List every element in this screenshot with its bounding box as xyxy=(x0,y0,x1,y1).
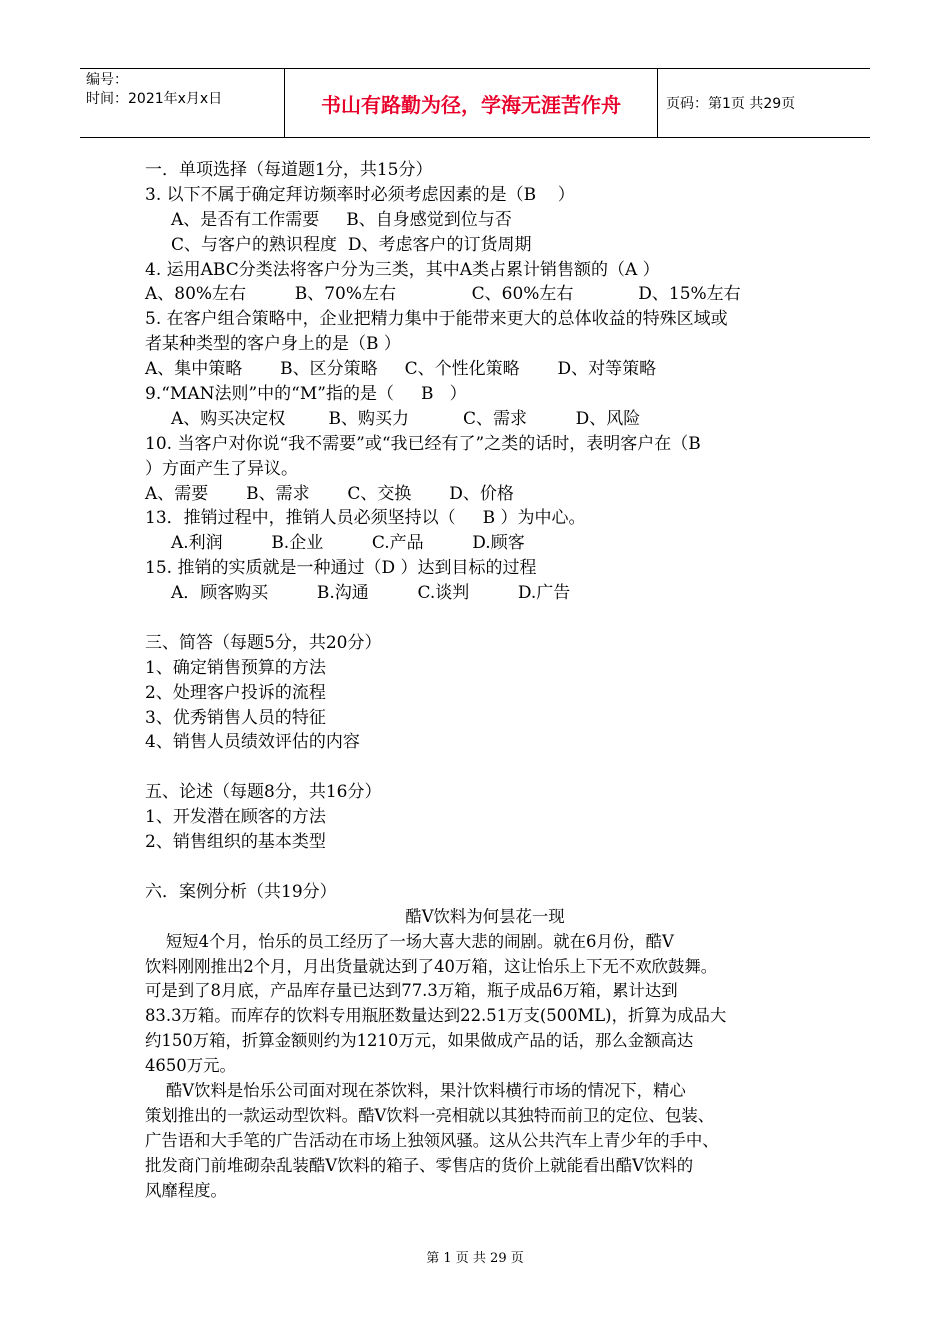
question-15-options: A．顾客购买 B.沟通 C.谈判 D.广告 xyxy=(171,583,571,604)
question-4-options: A、80%左右 B、70%左右 C、60%左右 D、15%左右 xyxy=(145,284,741,305)
page-info-text: 页码：第1页 共29页 xyxy=(666,96,796,112)
question-10-line-1: 10. 当客户对你说“我不需要”或“我已经有了”之类的话时，表明客户在（B xyxy=(145,433,701,454)
case-paragraph-line: 批发商门前堆砌杂乱装酷V饮料的箱子、零售店的货价上就能看出酷V饮料的 xyxy=(145,1155,694,1175)
page-footer xyxy=(0,1247,950,1266)
case-paragraph-line: 约150万箱，折算金额则约为1210万元，如果做成产品的话，那么金额高达 xyxy=(145,1031,694,1051)
question-9-options: A、购买决定权 B、购买力 C、需求 D、风险 xyxy=(171,408,641,429)
section-case-title: 六．案例分析（共19分） xyxy=(145,881,337,902)
essay-2: 2、销售组织的基本类型 xyxy=(145,832,326,853)
header-left-cell xyxy=(80,69,284,137)
essay-1: 1、开发潜在顾客的方法 xyxy=(145,807,326,828)
question-3: 3. 以下不属于确定拜访频率时必须考虑因素的是（B ） xyxy=(145,184,575,205)
case-paragraph-line: 风靡程度。 xyxy=(145,1180,227,1200)
case-paragraph-line: 饮料刚刚推出2个月，月出货量就达到了40万箱，这让怡乐上下无不欢欣鼓舞。 xyxy=(145,956,718,976)
question-4: 4. 运用ABC分类法将客户分为三类，其中A类占累计销售额的（A ） xyxy=(145,259,660,280)
spacer xyxy=(145,855,825,880)
section-essay-title: 五、论述（每题8分，共16分） xyxy=(145,782,382,803)
question-13-options: A.利润 B.企业 C.产品 D.顾客 xyxy=(171,533,525,554)
section-short-answer-title: 三、简答（每题5分，共20分） xyxy=(145,632,382,653)
case-paragraph-line: 酷V饮料是怡乐公司面对现在茶饮料，果汁饮料横行市场的情况下，精心 xyxy=(145,1080,686,1100)
time-label: 时间：2021年x月x日 xyxy=(86,91,223,107)
case-paragraph-line: 可是到了8月底，产品库存量已达到77.3万箱，瓶子成品6万箱，累计达到 xyxy=(145,981,678,1001)
question-3-options-cd: C、与客户的熟识程度 D、考虑客户的订货周期 xyxy=(171,234,532,255)
page-info-cell xyxy=(658,69,870,137)
case-paragraph-line: 策划推出的一款运动型饮料。酷V饮料一亮相就以其独特而前卫的定位、包装、 xyxy=(145,1105,715,1125)
short-answer-3: 3、优秀销售人员的特征 xyxy=(145,707,326,728)
question-15: 15. 推销的实质就是一种通过（D ）达到目标的过程 xyxy=(145,558,537,579)
short-answer-4: 4、销售人员绩效评估的内容 xyxy=(145,732,360,753)
question-10-options: A、需要 B、需求 C、交换 D、价格 xyxy=(145,483,514,504)
case-paragraph-line: 短短4个月，怡乐的员工经历了一场大喜大悲的闹剧。就在6月份，酷V xyxy=(145,931,674,951)
spacer xyxy=(145,755,825,780)
short-answer-1: 1、确定销售预算的方法 xyxy=(145,657,326,678)
question-3-options-ab: A、是否有工作需要 B、自身感觉到位与否 xyxy=(171,209,512,230)
section-single-choice-title: 一．单项选择（每道题1分，共15分） xyxy=(145,160,433,180)
document-header xyxy=(80,68,870,138)
question-10-line-2: ）方面产生了异议。 xyxy=(145,458,298,479)
motto-text: 书山有路勤为径，学海无涯苦作舟 xyxy=(321,92,621,117)
case-paragraph-line: 广告语和大手笔的广告活动在市场上独领风骚。这从公共汽车上青少年的手中、 xyxy=(145,1130,719,1150)
question-5-options: A、集中策略 B、区分策略 C、个性化策略 D、对等策略 xyxy=(145,359,657,380)
motto-cell xyxy=(284,69,658,137)
question-5-line-2: 者某种类型的客户身上的是（B ） xyxy=(145,334,401,355)
case-paragraph-line: 83.3万箱。而库存的饮料专用瓶胚数量达到22.51万支(500ML)，折算为成品大 xyxy=(145,1006,727,1026)
case-paragraph-line: 4650万元。 xyxy=(145,1056,236,1076)
number-label: 编号： xyxy=(86,72,128,88)
question-9: 9.“MAN法则”中的“M”指的是（ B ） xyxy=(145,384,467,405)
spacer xyxy=(145,606,825,631)
question-5-line-1: 5. 在客户组合策略中，企业把精力集中于能带来更大的总体收益的特殊区域或 xyxy=(145,309,728,330)
document-body xyxy=(145,158,825,1203)
short-answer-2: 2、处理客户投诉的流程 xyxy=(145,682,326,703)
footer-page-number: 第 1 页 共 29 页 xyxy=(426,1251,524,1266)
case-heading: 酷V饮料为何昙花一现 xyxy=(405,906,565,926)
question-13: 13．推销过程中，推销人员必须坚持以（ B ）为中心。 xyxy=(145,508,586,529)
